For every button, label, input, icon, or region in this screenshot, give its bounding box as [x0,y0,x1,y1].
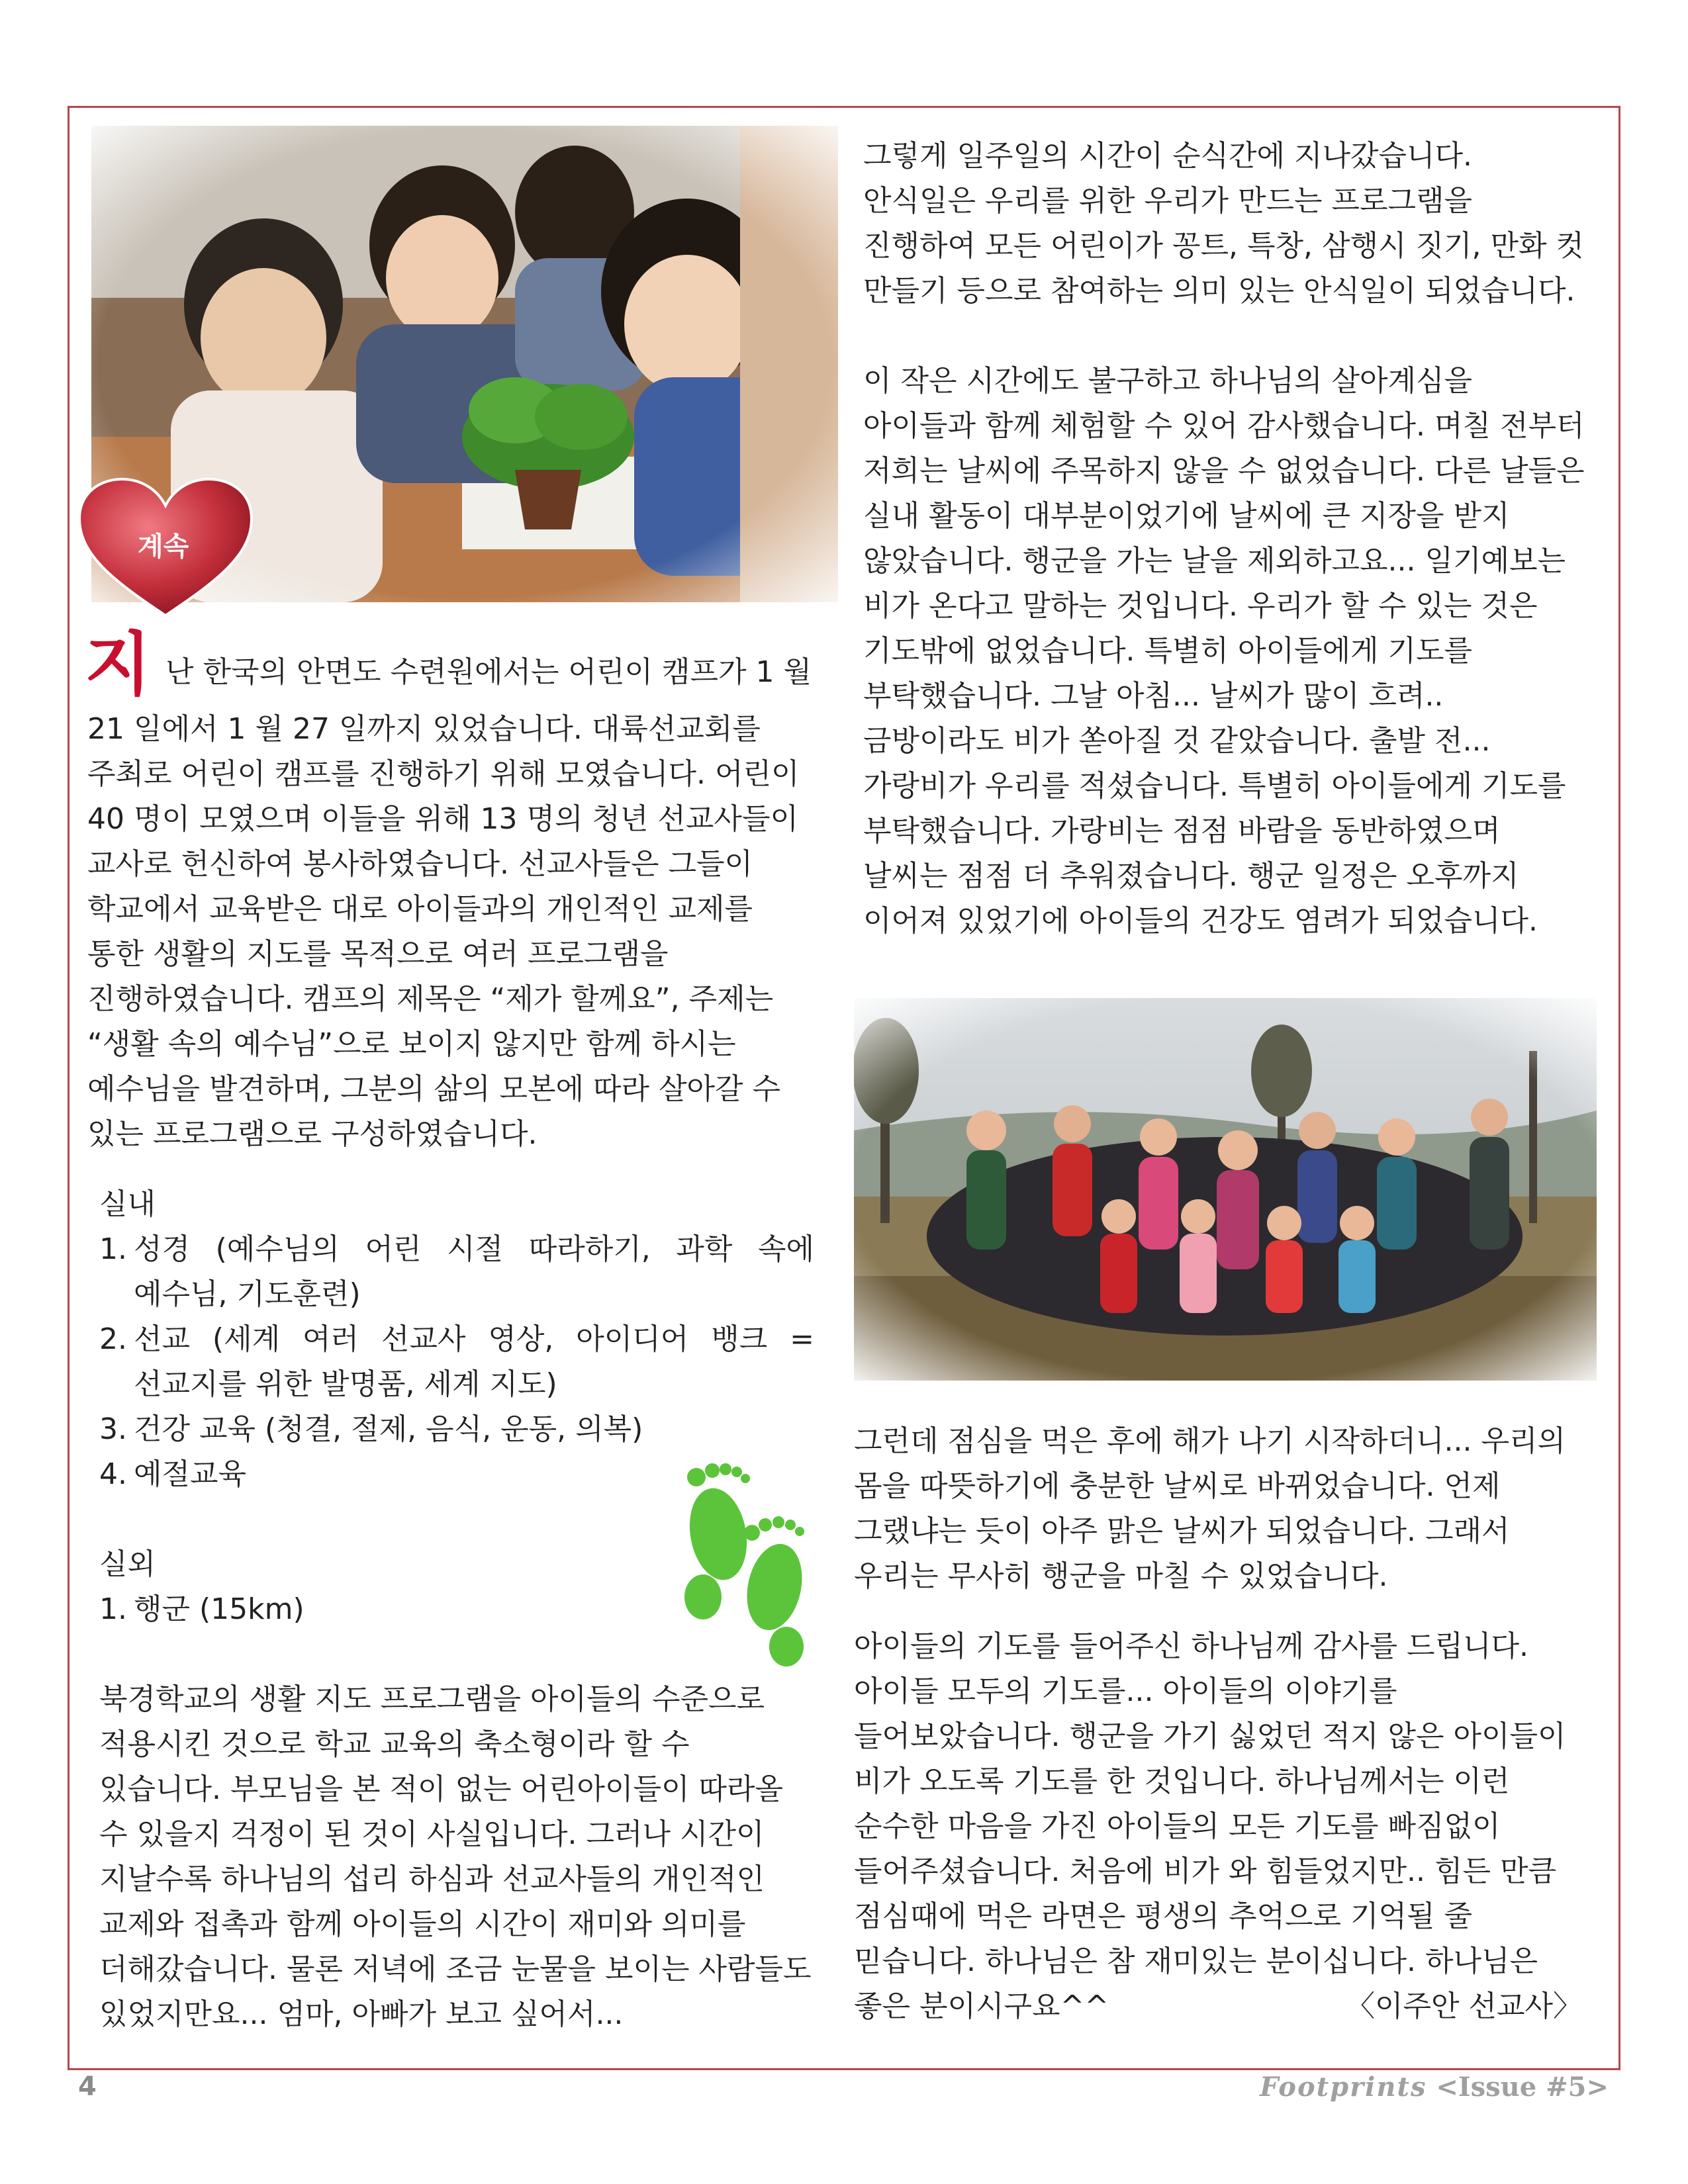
list-item [99,1227,814,1317]
page-number: 4 [78,2071,97,2102]
footer-brand [1260,2071,1609,2103]
dropcap-letter: 지 [85,624,152,705]
text-line: 이 작은 시간에도 불구하고 하나님의 살아계심을 [863,364,1473,398]
heart-label: 계속 [138,531,189,562]
right-bottom-paragraph [854,1624,1566,2029]
text-line: 학교에서 교육받은 대로 아이들과의 개인적인 교제를 [87,892,753,926]
list-number: 2. [99,1322,127,1356]
text-line: 주최로 어린이 캠프를 진행하기 위해 모였습니다. 어린이 [87,757,800,791]
text-line: 비가 온다고 말하는 것입니다. 우리가 할 수 있는 것은 [863,589,1538,623]
text-line: 아이들과 함께 체험할 수 있어 감사했습니다. 며칠 전부터 [863,409,1585,443]
text-line: 북경학교의 생활 지도 프로그램을 아이들의 수준으로 [99,1682,765,1716]
text-line: 좋은 분이시구요^^ [854,1989,1109,2023]
text-line: 부탁했습니다. 가랑비는 점점 바람을 동반하였으며 [863,814,1501,848]
list-item [99,1407,814,1452]
text-line: 금방이라도 비가 쏟아질 것 같았습니다. 출발 전... [863,724,1491,758]
text-line: 그렇게 일주일의 시간이 순식간에 지나갔습니다. [863,139,1473,173]
text-line: 저희는 날씨에 주목하지 않을 수 없었습니다. 다른 날들은 [863,454,1585,488]
list-item [99,1317,814,1407]
text-line: 아이들의 기도를 들어주신 하나님께 감사를 드립니다. [854,1629,1529,1663]
text-line: 수 있을지 걱정이 된 것이 사실입니다. 그러나 시간이 [99,1817,765,1851]
text-line: 비가 오도록 기도를 한 것입니다. 하나님께서는 이런 [854,1764,1510,1798]
footprints-icon [669,1455,814,1666]
right-middle-paragraph [854,1419,1566,1599]
list-text: 선교지를 위한 발명품, 세계 지도) [134,1367,557,1401]
text-line: 있습니다. 부모님을 본 적이 없는 어린아이들이 따라올 [99,1772,783,1806]
text-line: 예수님을 발견하며, 그분의 삶의 모본에 따라 살아갈 수 [87,1072,780,1106]
text-line: 몸을 따뜻하기에 충분한 날씨로 바뀌었습니다. 언제 [854,1469,1501,1503]
text-line: 그랬냐는 듯이 아주 맑은 날씨가 되었습니다. 그래서 [854,1514,1510,1548]
right-top-paragraph [863,134,1584,944]
text-line: 그런데 점심을 먹은 후에 해가 나기 시작하더니... 우리의 [854,1424,1566,1458]
list-number: 1. [99,1592,127,1626]
list-text: 건강 교육 (청결, 절제, 음식, 운동, 의복) [134,1412,643,1446]
text-line: “생활 속의 예수님”으로 보이지 않지만 함께 하시는 [87,1027,736,1061]
text-line: 더해갔습니다. 물론 저녁에 조금 눈물을 보이는 사람들도 [99,1952,812,1986]
list-text: 예절교육 [134,1457,247,1491]
list-text: 선교 (세계 여러 선교사 영상, 아이디어 뱅크 = [134,1322,814,1356]
text-line: 21 일에서 1 월 27 일까지 있었습니다. 대륙선교회를 [87,712,761,746]
list-text: 행군 (15km) [134,1592,305,1626]
text-line: 만들기 등으로 참여하는 의미 있는 안식일이 되었습니다. [863,274,1575,308]
text-line: 순수한 마음을 가진 아이들의 모든 기도를 빠짐없이 [854,1809,1501,1843]
text-line: 있었지만요... 엄마, 아빠가 보고 싶어서... [99,1997,624,2031]
text-line: 안식일은 우리를 위한 우리가 만드는 프로그램을 [863,184,1473,218]
author-signature: 〈이주안 선교사〉 [1345,1989,1582,2023]
text-line: 적용시킨 것으로 학교 교육의 축소형이라 할 수 [99,1727,690,1761]
text-line: 기도밖에 없었습니다. 특별히 아이들에게 기도를 [863,634,1473,668]
text-line: 우리는 무사히 행군을 마칠 수 있었습니다. [854,1559,1388,1593]
text-line: 40 명이 모였으며 이들을 위해 13 명의 청년 선교사들이 [87,802,798,836]
text-line: 난 한국의 안면도 수련원에서는 어린이 캠프가 1 월 [165,655,812,689]
intro-paragraph [87,707,800,1157]
indoor-heading: 실내 [99,1187,156,1221]
outdoor-heading: 실외 [99,1547,156,1581]
issue-label: <Issue #5> [1436,2071,1609,2103]
list-number: 1. [99,1232,127,1266]
text-line: 진행하였습니다. 캠프의 제목은 “제가 할께요”, 주제는 [87,982,774,1016]
list-number: 4. [99,1457,127,1491]
text-line: 부탁했습니다. 그날 아침... 날씨가 많이 흐려.. [863,679,1444,713]
text-line: 아이들 모두의 기도를... 아이들의 이야기를 [854,1674,1397,1708]
text-line: 믿습니다. 하나님은 참 재미있는 분이십니다. 하나님은 [854,1944,1538,1978]
intro-first-line [165,650,812,695]
group-photo [854,998,1597,1381]
text-line: 있는 프로그램으로 구성하였습니다. [87,1117,538,1151]
text-line [863,314,1584,359]
text-line: 이어져 있었기에 아이들의 건강도 염려가 되었습니다. [863,904,1538,938]
text-line: 점심때에 먹은 라면은 평생의 추억으로 기억될 줄 [854,1899,1472,1933]
list-number: 3. [99,1412,127,1446]
text-line: 않았습니다. 행군을 가는 날을 제외하고요... 일기예보는 [863,544,1566,578]
closing-paragraph [99,1677,812,2037]
text-line: 교제와 접촉과 함께 아이들의 시간이 재미와 의미를 [99,1907,746,1941]
text-line: 가랑비가 우리를 적셨습니다. 특별히 아이들에게 기도를 [863,769,1566,803]
text-line: 날씨는 점점 더 추워졌습니다. 행군 일정은 오후까지 [863,859,1519,893]
text-line: 실내 활동이 대부분이었기에 날씨에 큰 지장을 받지 [863,499,1510,533]
text-line: 들어보았습니다. 행군을 가기 싫었던 적지 않은 아이들이 [854,1719,1566,1753]
text-line: 들어주셨습니다. 처음에 비가 와 힘들었지만.. 힘든 만큼 [854,1854,1556,1888]
text-line: 지날수록 하나님의 섭리 하심과 선교사들의 개인적인 [99,1862,765,1896]
brand-name: Footprints [1260,2071,1427,2103]
list-text: 예수님, 기도훈련) [134,1277,361,1311]
text-line: 교사로 헌신하여 봉사하였습니다. 선교사들은 그들이 [87,847,753,881]
list-text: 성경 (예수님의 어린 시절 따라하기, 과학 속에 [134,1232,814,1266]
text-line: 통한 생활의 지도를 목적으로 여러 프로그램을 [87,937,669,971]
text-line: 진행하여 모든 어린이가 꽁트, 특창, 삼행시 짓기, 만화 컷 [863,229,1584,263]
